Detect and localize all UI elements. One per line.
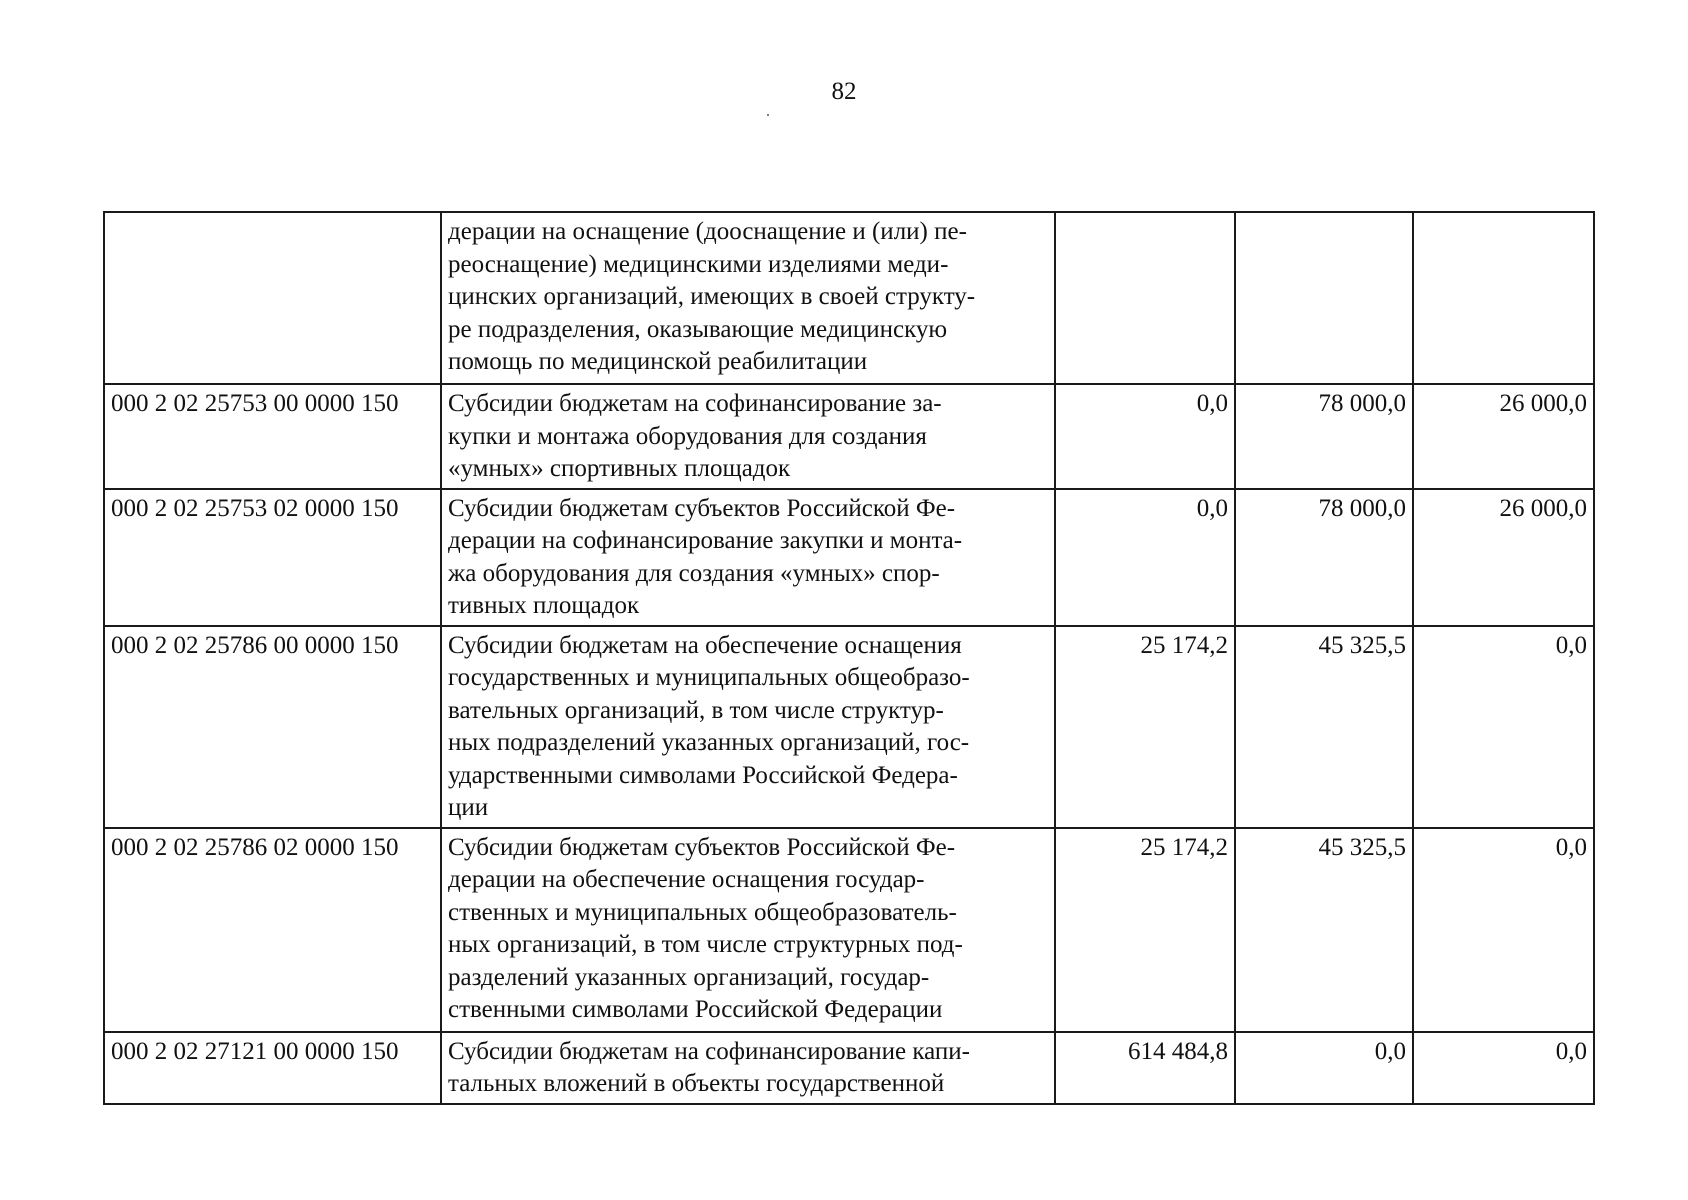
description-cell: дерации на оснащение (дооснащение и (или) пе- реоснащение) медицинскими изделиями меди- цинских организаций, имеющих в своей структу- ре подразделения, оказывающие медицинскую помощь по медицинской реабилитации — [441, 212, 1055, 384]
value-cell-year-3: 0,0 — [1413, 626, 1594, 828]
value-cell-year-1: 25 174,2 — [1055, 626, 1235, 828]
table-row — [104, 626, 1594, 828]
budget-code-cell — [104, 212, 441, 384]
budget-table — [103, 211, 1595, 1105]
description-cell: Субсидии бюджетам на софинансирование капи- тальных вложений в объекты государственной — [441, 1032, 1055, 1104]
value-cell-year-3: 0,0 — [1413, 828, 1594, 1032]
description-cell: Субсидии бюджетам на обеспечение оснащения государственных и муниципальных общеобразо- вательных организаций, в том числе структур- ных подразделений указанных организаций, гос- ударственными символами Российской Федера- ции — [441, 626, 1055, 828]
budget-code-cell: 000 2 02 25753 00 0000 150 — [104, 384, 441, 489]
value-cell-year-2: 45 325,5 — [1235, 626, 1413, 828]
budget-code-cell: 000 2 02 25786 00 0000 150 — [104, 626, 441, 828]
table-row — [104, 212, 1594, 384]
value-cell-year-3: 0,0 — [1413, 1032, 1594, 1104]
scan-speck — [767, 114, 769, 116]
budget-code-cell: 000 2 02 25753 02 0000 150 — [104, 489, 441, 626]
value-cell-year-3: 26 000,0 — [1413, 384, 1594, 489]
table-row — [104, 384, 1594, 489]
value-cell-year-3: 26 000,0 — [1413, 489, 1594, 626]
value-cell-year-1: 25 174,2 — [1055, 828, 1235, 1032]
value-cell-year-2 — [1235, 212, 1413, 384]
description-cell: Субсидии бюджетам на софинансирование за- купки и монтажа оборудования для создания «умных» спортивных площадок — [441, 384, 1055, 489]
budget-code-cell: 000 2 02 25786 02 0000 150 — [104, 828, 441, 1032]
value-cell-year-2: 78 000,0 — [1235, 384, 1413, 489]
value-cell-year-1: 0,0 — [1055, 489, 1235, 626]
value-cell-year-1: 614 484,8 — [1055, 1032, 1235, 1104]
value-cell-year-2: 45 325,5 — [1235, 828, 1413, 1032]
table-row — [104, 828, 1594, 1032]
value-cell-year-1: 0,0 — [1055, 384, 1235, 489]
value-cell-year-3 — [1413, 212, 1594, 384]
budget-code-cell: 000 2 02 27121 00 0000 150 — [104, 1032, 441, 1104]
description-cell: Субсидии бюджетам субъектов Российской Фе- дерации на софинансирование закупки и монта- жа оборудования для создания «умных» спор- тивных площадок — [441, 489, 1055, 626]
value-cell-year-2: 78 000,0 — [1235, 489, 1413, 626]
page-number: 82 — [831, 78, 857, 105]
description-cell: Субсидии бюджетам субъектов Российской Фе- дерации на обеспечение оснащения государ- ственных и муниципальных общеобразователь- ных организаций, в том числе структурных под- разделений указанных организаций, государ- ственными символами Российской Федерации — [441, 828, 1055, 1032]
value-cell-year-1 — [1055, 212, 1235, 384]
table-row — [104, 1032, 1594, 1104]
value-cell-year-2: 0,0 — [1235, 1032, 1413, 1104]
table-row — [104, 489, 1594, 626]
